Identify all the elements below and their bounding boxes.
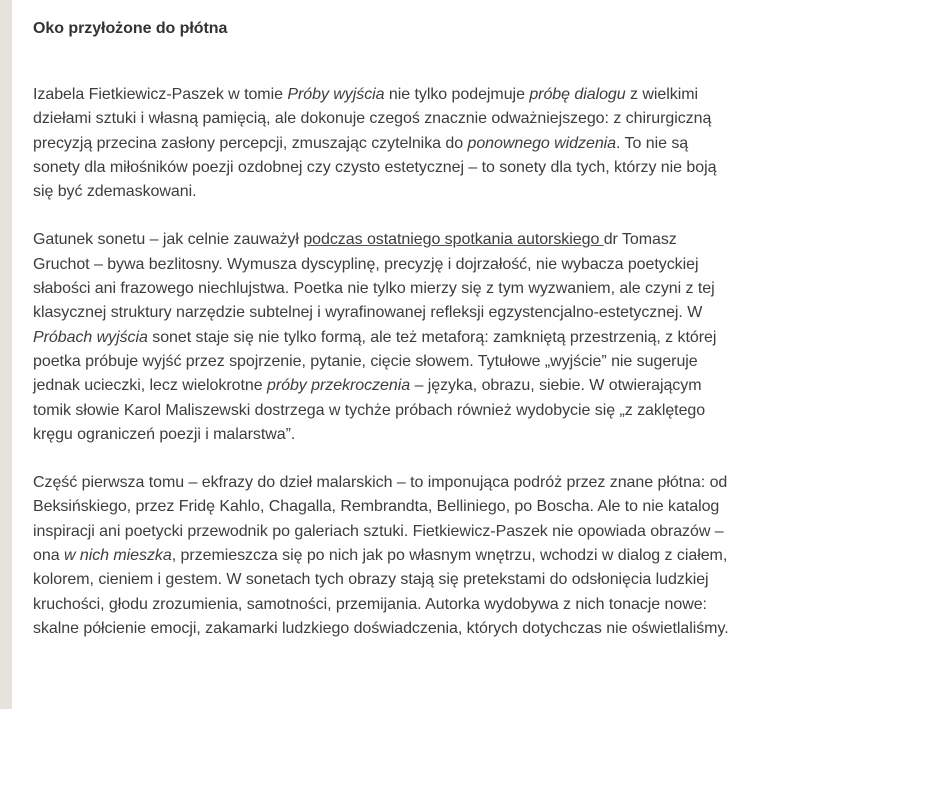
emphasis-proby-przekroczenia: próby przekroczenia — [266, 377, 411, 395]
text-span: Izabela Fietkiewicz-Paszek w tomie — [33, 86, 288, 103]
text-span: Część pierwsza tomu – ekfrazy do dzieł malarskich – to imponująca podróż przez znane płótna: od Beksińskiego, przez Fridę Kahlo, Chagalla, Rembrandta, Belliniego, po Boscha. Ale to nie katalog inspiracji ani poetycki przewodnik po galeriach sztuki. Fietkiewicz-Paszek nie opowiada obrazów – ona — [33, 474, 728, 565]
emphasis-ponownego-widzenia: ponownego widzenia — [467, 134, 617, 152]
left-border-bar — [0, 0, 12, 709]
text-span: . To nie są sonety dla miłośników poezji ozdobnej czy czysto estetycznej – to sonety dla tych, którzy nie boją się być zdemaskowani. — [33, 134, 717, 201]
text-span: dr Tomasz Gruchot – bywa bezlitosny. Wymusza dyscyplinę, precyzję i dojrzałość, nie wybacza poetyckiej słabości ani frazowego niechlujstwa. Poetka nie tylko mierzy się z tym wyzwaniem, ale czyni z tej klasycznej struktury narzędzie subtelnej i wyrafinowanej refleksji egzystencjalno-estetycznej. W — [33, 231, 715, 322]
text-span: sonet staje się nie tylko formą, ale też metaforą: zamkniętą przestrzenią, z której poetka próbuje wyjść przez spojrzenie, pytanie, cięcie słowem. Tytułowe „wyjście” nie sugeruje jednak ucieczki, lecz wielokrotne — [33, 328, 717, 395]
text-span: , przemieszcza się po nich jak po własnym wnętrzu, wchodzi w dialog z ciałem, kolorem, cieniem i gestem. W sonetach tych obrazy stają się pretekstami do odsłonięcia ludzkiej kruchości, głodu zrozumienia, samotności, przemijania. Autorka wydobywa z nich tonacje nowe: skalne półcienie emocji, zakamarki ludzkiego doświadczenia, których dotychczas nie oświetlaliśmy. — [33, 547, 729, 637]
text-span: z wielkimi dziełami sztuki i własną pamięcią, ale dokonuje czegoś znacznie odważniejszego: z chirurgiczną precyzją przecina zasłony percepcji, zmuszając czytelnika do — [33, 86, 712, 152]
article-body — [33, 17, 733, 665]
article-title: Oko przyłożone do płótna — [33, 20, 228, 37]
text-span: Gatunek sonetu – jak celnie zauważył — [33, 231, 304, 249]
paragraph-1 — [33, 83, 733, 204]
text-span: nie tylko podejmuje — [384, 86, 530, 103]
emphasis-proby-wyjscia: Próby wyjścia — [287, 86, 385, 103]
meeting-link[interactable]: podczas ostatniego spotkania autorskiego — [303, 231, 604, 249]
emphasis-probe-dialogu: próbę dialogu — [529, 86, 626, 103]
emphasis-w-nich-mieszka: w nich mieszka — [63, 547, 172, 565]
emphasis-probach-wyjscia: Próbach wyjścia — [33, 328, 148, 346]
text-span: – języka, obrazu, siebie. W otwierającym tomik słowie Karol Maliszewski dostrzega w tychże próbach również wydobycie się „z zaklętego kręgu ograniczeń poezji i malarstwa”. — [33, 377, 706, 443]
paragraph-2 — [33, 228, 733, 447]
paragraph-3 — [33, 471, 733, 641]
